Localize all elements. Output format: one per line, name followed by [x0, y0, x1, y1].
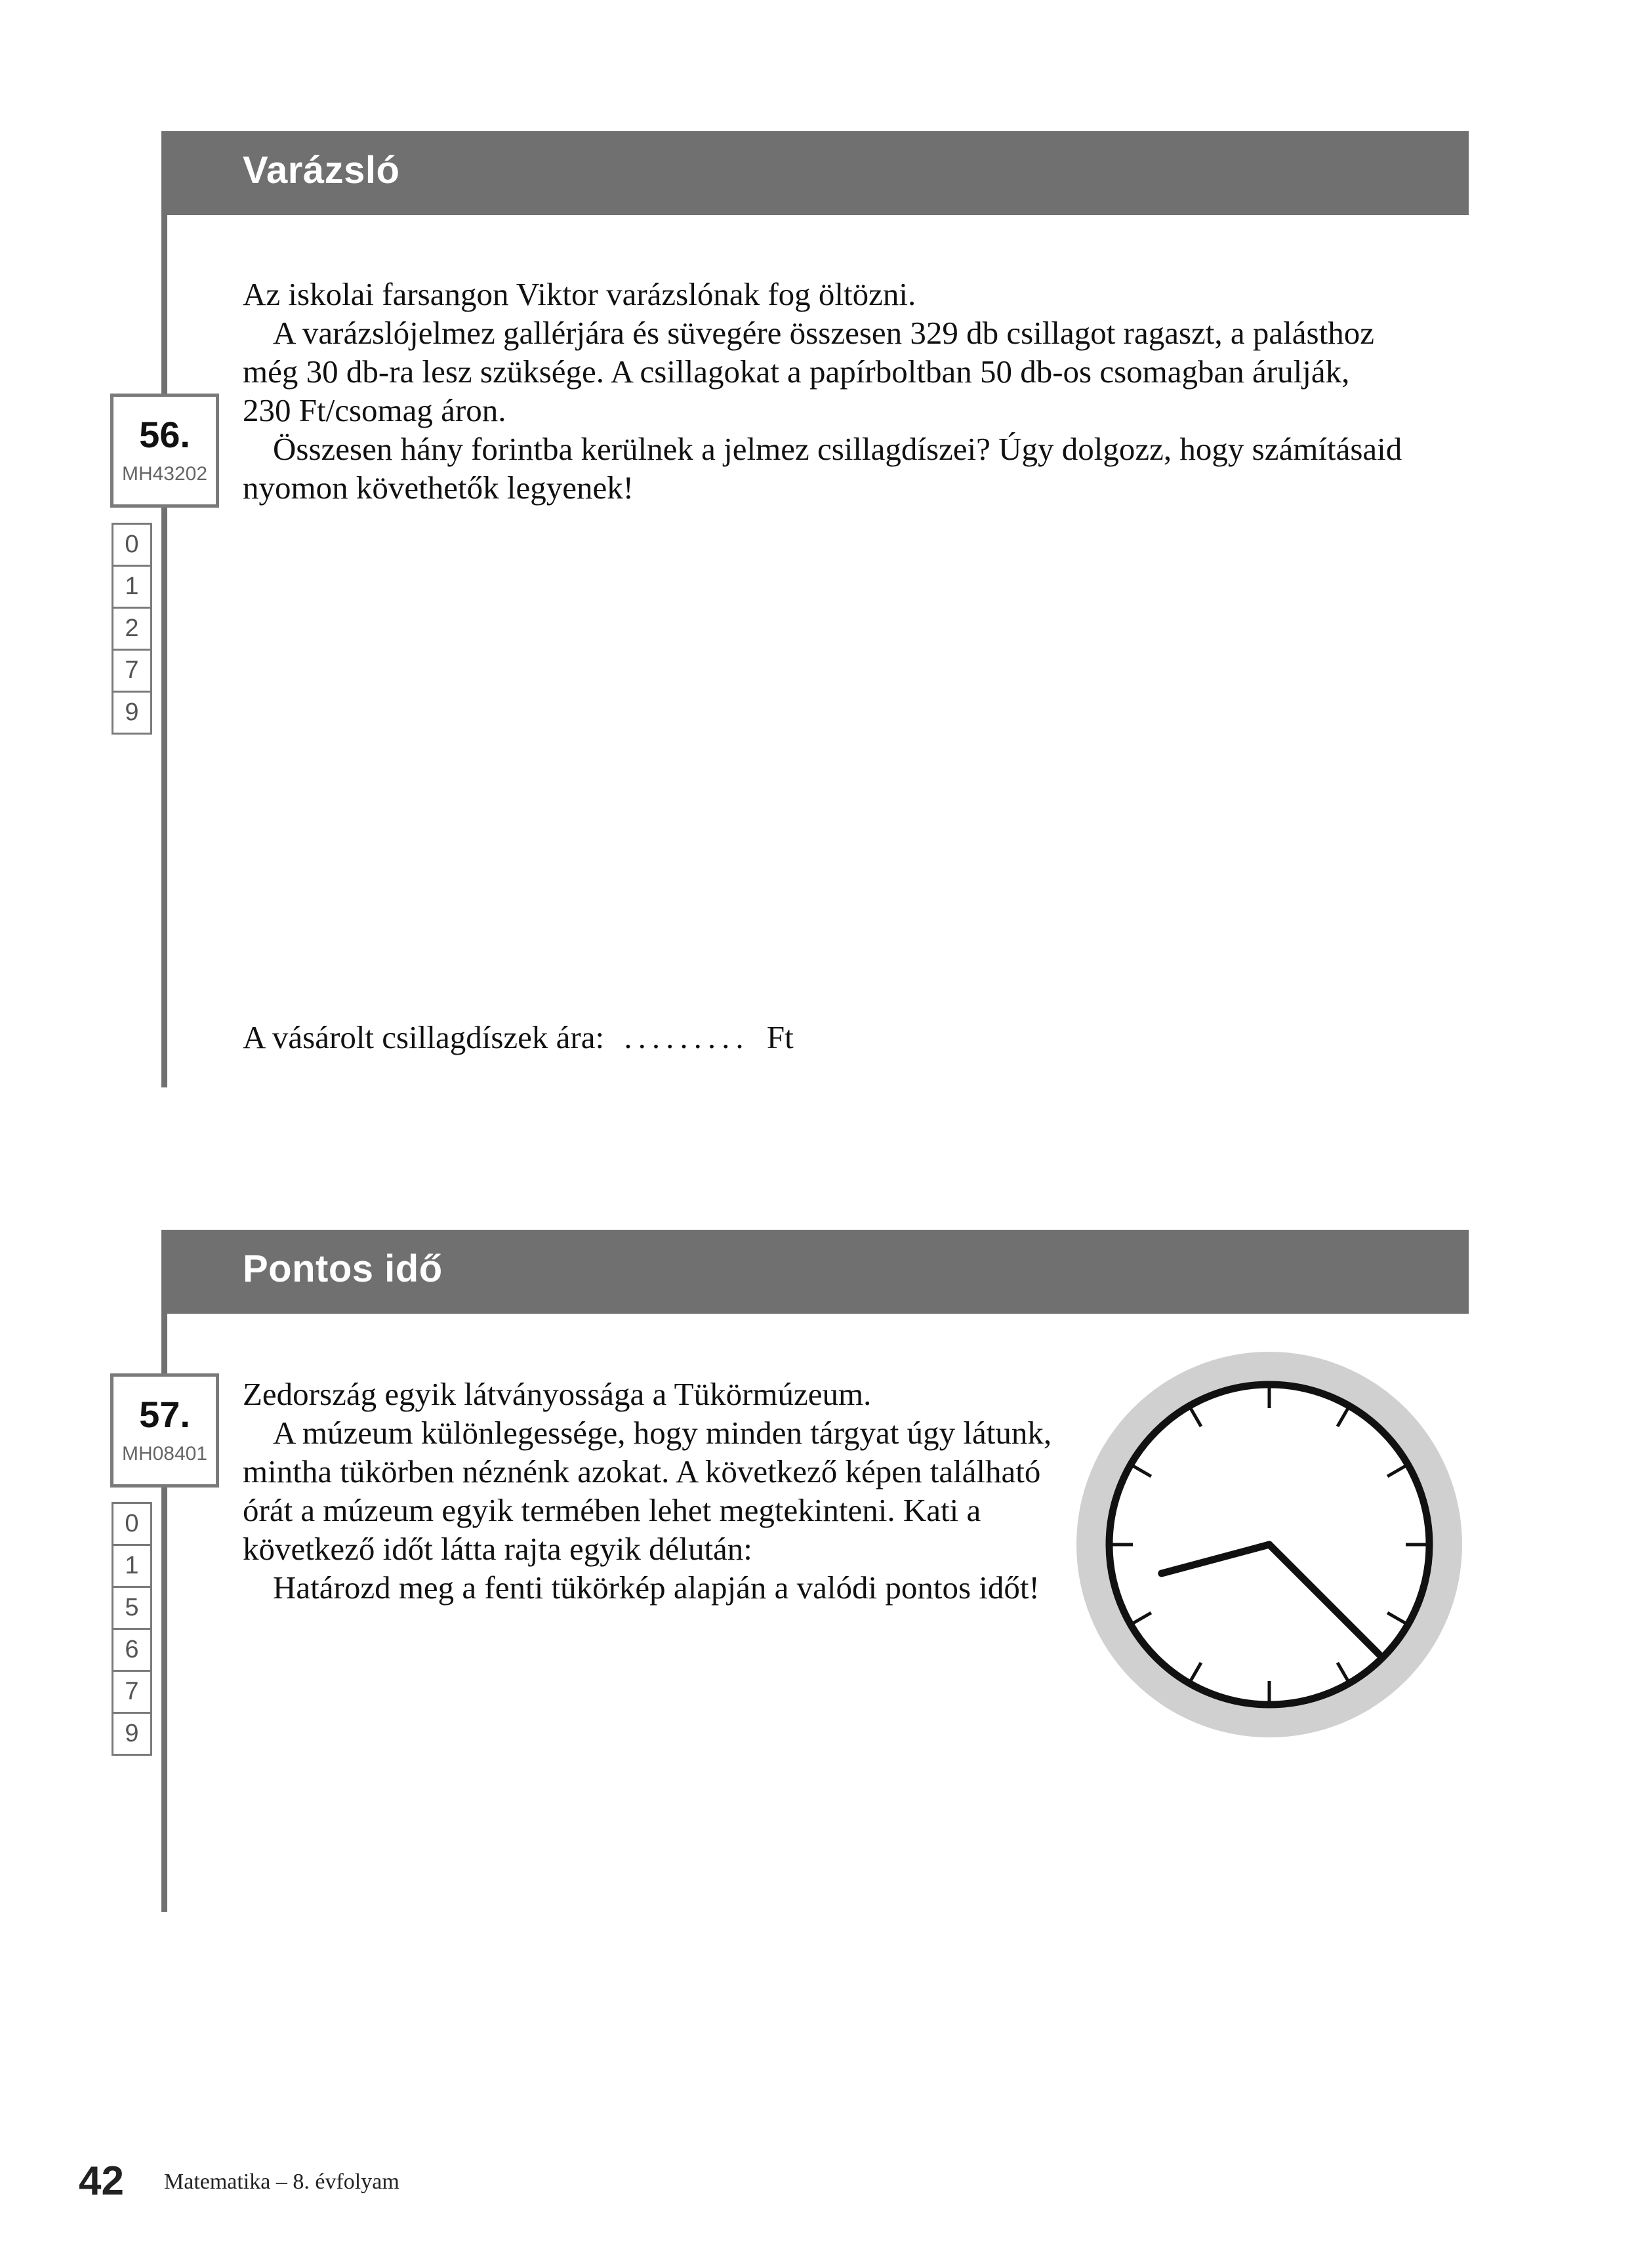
- text-line: Határozd meg a fenti tükörkép alapján a valódi pontos időt!: [273, 1569, 1040, 1606]
- answer-blank[interactable]: .........: [624, 1019, 750, 1055]
- task-number-box: [110, 1373, 219, 1488]
- score-cell[interactable]: 1: [112, 565, 152, 609]
- score-cell[interactable]: 7: [112, 649, 152, 693]
- score-cell[interactable]: 5: [112, 1586, 152, 1630]
- section-rule: [161, 215, 167, 1087]
- text-line: 230 Ft/csomag áron.: [243, 392, 506, 428]
- task-number-box: [110, 394, 219, 508]
- text-line: Az iskolai farsangon Viktor varázslónak fog öltözni.: [243, 276, 916, 312]
- text-line: A múzeum különlegessége, hogy minden tárgyat úgy látunk,: [273, 1415, 1052, 1451]
- task-number: 57.: [139, 1394, 190, 1435]
- answer-unit: Ft: [766, 1019, 794, 1055]
- score-cell[interactable]: 9: [112, 691, 152, 735]
- section-title: Varázsló: [243, 149, 400, 192]
- task-text: [243, 1375, 1052, 1607]
- score-cell[interactable]: 2: [112, 607, 152, 651]
- score-cell[interactable]: 9: [112, 1712, 152, 1756]
- text-line: A varázslójelmez gallérjára és süvegére összesen 329 db csillagot ragaszt, a palásthoz: [273, 315, 1374, 351]
- text-line: Összesen hány forintba kerülnek a jelmez csillagdíszei? Úgy dolgozz, hogy számításaid: [273, 431, 1402, 467]
- score-cell[interactable]: 0: [112, 1502, 152, 1546]
- task-number: 56.: [139, 414, 190, 455]
- text-line: Zedország egyik látványossága a Tükörmúzeum.: [243, 1376, 872, 1412]
- score-cell[interactable]: 1: [112, 1544, 152, 1588]
- page-number: 42: [79, 2158, 124, 2204]
- text-line: nyomon követhetők legyenek!: [243, 470, 634, 506]
- score-cell[interactable]: 0: [112, 523, 152, 567]
- answer-line: [243, 1018, 794, 1057]
- section-title: Pontos idő: [243, 1247, 443, 1290]
- task-text: [243, 275, 1402, 507]
- mirror-clock: [1073, 1348, 1465, 1741]
- answer-label: A vásárolt csillagdíszek ára:: [243, 1019, 605, 1055]
- task-code: MH43202: [121, 463, 208, 485]
- task-code: MH08401: [121, 1443, 208, 1465]
- text-line: következő időt látta rajta egyik délután:: [243, 1531, 752, 1567]
- section-header-pontos-ido: [161, 1230, 1469, 1314]
- score-cell[interactable]: 6: [112, 1628, 152, 1672]
- section-header-varazslo: [161, 131, 1469, 215]
- score-column: [112, 1502, 152, 1756]
- score-column: [112, 523, 152, 735]
- footer-title: Matematika – 8. évfolyam: [164, 2170, 399, 2194]
- text-line: még 30 db-ra lesz szüksége. A csillagokat a papírboltban 50 db-os csomagban árulják,: [243, 354, 1350, 390]
- text-line: órát a múzeum egyik termében lehet megtekinteni. Kati a: [243, 1492, 981, 1528]
- score-cell[interactable]: 7: [112, 1670, 152, 1714]
- text-line: mintha tükörben néznénk azokat. A következő képen található: [243, 1453, 1041, 1489]
